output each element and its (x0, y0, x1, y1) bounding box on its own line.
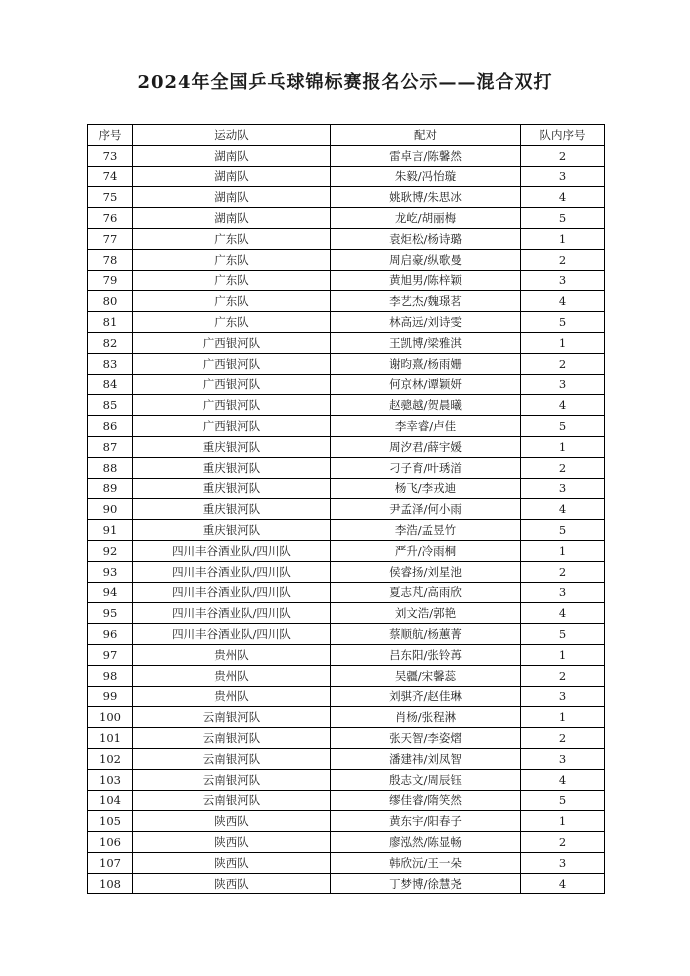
pair-cell: 黄东宇/阳春子 (331, 811, 521, 832)
team-number-cell: 2 (521, 728, 605, 749)
team-cell: 云南银河队 (133, 748, 331, 769)
team-number-cell: 2 (521, 457, 605, 478)
team-number-cell: 1 (521, 707, 605, 728)
pair-cell: 杨飞/李戎迪 (331, 478, 521, 499)
table-row (88, 665, 605, 686)
team-cell: 广西银河队 (133, 353, 331, 374)
team-cell: 广东队 (133, 228, 331, 249)
team-cell: 重庆银河队 (133, 499, 331, 520)
row-number-cell: 89 (88, 478, 133, 499)
team-number-cell: 2 (521, 145, 605, 166)
table-row (88, 416, 605, 437)
pair-cell: 丁梦博/徐慧尧 (331, 873, 521, 894)
pair-cell: 刁子育/叶琇渞 (331, 457, 521, 478)
team-cell: 湖南队 (133, 187, 331, 208)
row-number-cell: 94 (88, 582, 133, 603)
team-cell: 陕西队 (133, 832, 331, 853)
team-number-cell: 1 (521, 228, 605, 249)
team-number-cell: 3 (521, 478, 605, 499)
team-cell: 贵州队 (133, 686, 331, 707)
page-title: 2024年全国乒乓球锦标赛报名公示——混合双打 (137, 72, 553, 93)
table-row (88, 790, 605, 811)
table-row (88, 353, 605, 374)
table-row (88, 811, 605, 832)
row-number-cell: 85 (88, 395, 133, 416)
pair-cell: 龙屹/胡丽梅 (331, 208, 521, 229)
team-number-cell: 4 (521, 873, 605, 894)
team-cell: 广西银河队 (133, 332, 331, 353)
team-cell: 陕西队 (133, 811, 331, 832)
team-cell: 广西银河队 (133, 374, 331, 395)
pair-cell: 夏志芃/高雨欣 (331, 582, 521, 603)
table-row (88, 291, 605, 312)
team-number-cell: 5 (521, 208, 605, 229)
table-row (88, 644, 605, 665)
row-number-cell: 96 (88, 624, 133, 645)
team-number-cell: 1 (521, 540, 605, 561)
row-number-cell: 84 (88, 374, 133, 395)
pair-cell: 黄旭男/陈梓颖 (331, 270, 521, 291)
table-row (88, 873, 605, 894)
team-cell: 四川丰谷酒业队/四川队 (133, 582, 331, 603)
row-number-cell: 79 (88, 270, 133, 291)
header-team-no: 队内序号 (521, 125, 605, 146)
pair-cell: 刘文浩/郭艳 (331, 603, 521, 624)
row-number-cell: 75 (88, 187, 133, 208)
team-number-cell: 5 (521, 790, 605, 811)
row-number-cell: 77 (88, 228, 133, 249)
pair-cell: 廖泓然/陈显畅 (331, 832, 521, 853)
row-number-cell: 87 (88, 436, 133, 457)
table-row (88, 395, 605, 416)
row-number-cell: 81 (88, 312, 133, 333)
team-number-cell: 5 (521, 624, 605, 645)
team-cell: 湖南队 (133, 208, 331, 229)
row-number-cell: 88 (88, 457, 133, 478)
team-number-cell: 2 (521, 832, 605, 853)
table-row (88, 852, 605, 873)
pair-cell: 吕东阳/张铃苒 (331, 644, 521, 665)
row-number-cell: 83 (88, 353, 133, 374)
team-number-cell: 5 (521, 416, 605, 437)
team-number-cell: 2 (521, 353, 605, 374)
row-number-cell: 76 (88, 208, 133, 229)
team-number-cell: 4 (521, 603, 605, 624)
table-row (88, 457, 605, 478)
team-number-cell: 3 (521, 270, 605, 291)
pair-cell: 严升/冷雨桐 (331, 540, 521, 561)
row-number-cell: 80 (88, 291, 133, 312)
row-number-cell: 105 (88, 811, 133, 832)
table-row (88, 270, 605, 291)
team-number-cell: 1 (521, 436, 605, 457)
team-cell: 重庆银河队 (133, 436, 331, 457)
table-row (88, 582, 605, 603)
team-number-cell: 4 (521, 769, 605, 790)
row-number-cell: 98 (88, 665, 133, 686)
table-row (88, 499, 605, 520)
pair-cell: 肖杨/张程淋 (331, 707, 521, 728)
pair-cell: 何京林/谭颖妍 (331, 374, 521, 395)
row-number-cell: 86 (88, 416, 133, 437)
team-number-cell: 2 (521, 665, 605, 686)
row-number-cell: 101 (88, 728, 133, 749)
registration-table (87, 124, 605, 894)
team-cell: 广东队 (133, 312, 331, 333)
team-cell: 贵州队 (133, 644, 331, 665)
team-cell: 广西银河队 (133, 395, 331, 416)
team-number-cell: 3 (521, 374, 605, 395)
pair-cell: 王凯博/梁雅淇 (331, 332, 521, 353)
pair-cell: 潘建祎/刘凤智 (331, 748, 521, 769)
team-number-cell: 4 (521, 187, 605, 208)
row-number-cell: 103 (88, 769, 133, 790)
row-number-cell: 90 (88, 499, 133, 520)
team-cell: 重庆银河队 (133, 520, 331, 541)
team-cell: 湖南队 (133, 145, 331, 166)
table-row (88, 374, 605, 395)
pair-cell: 蔡顺航/杨蕙菁 (331, 624, 521, 645)
team-cell: 广东队 (133, 270, 331, 291)
team-cell: 云南银河队 (133, 790, 331, 811)
team-cell: 重庆银河队 (133, 478, 331, 499)
table-row (88, 624, 605, 645)
row-number-cell: 78 (88, 249, 133, 270)
pair-cell: 周启豪/纵歌曼 (331, 249, 521, 270)
table-row (88, 520, 605, 541)
pair-cell: 刘骐齐/赵佳琳 (331, 686, 521, 707)
team-number-cell: 3 (521, 166, 605, 187)
pair-cell: 张天智/李姿熠 (331, 728, 521, 749)
row-number-cell: 95 (88, 603, 133, 624)
pair-cell: 李幸睿/卢佳 (331, 416, 521, 437)
team-number-cell: 2 (521, 561, 605, 582)
team-number-cell: 1 (521, 811, 605, 832)
table-row (88, 832, 605, 853)
team-number-cell: 4 (521, 499, 605, 520)
table-row (88, 312, 605, 333)
table-row (88, 561, 605, 582)
table-row (88, 728, 605, 749)
row-number-cell: 99 (88, 686, 133, 707)
pair-cell: 尹孟泽/何小雨 (331, 499, 521, 520)
team-number-cell: 3 (521, 852, 605, 873)
row-number-cell: 97 (88, 644, 133, 665)
pair-cell: 赵骢越/贺晨曦 (331, 395, 521, 416)
table-row (88, 249, 605, 270)
row-number-cell: 73 (88, 145, 133, 166)
table-row (88, 540, 605, 561)
team-cell: 贵州队 (133, 665, 331, 686)
pair-cell: 雷卓言/陈馨然 (331, 145, 521, 166)
pair-cell: 殷志文/周辰钰 (331, 769, 521, 790)
team-number-cell: 5 (521, 312, 605, 333)
team-number-cell: 3 (521, 686, 605, 707)
team-cell: 广东队 (133, 249, 331, 270)
row-number-cell: 104 (88, 790, 133, 811)
team-number-cell: 3 (521, 748, 605, 769)
table-row (88, 208, 605, 229)
team-cell: 湖南队 (133, 166, 331, 187)
pair-cell: 姚耿博/朱思冰 (331, 187, 521, 208)
table-row (88, 748, 605, 769)
row-number-cell: 82 (88, 332, 133, 353)
team-cell: 陕西队 (133, 852, 331, 873)
team-number-cell: 5 (521, 520, 605, 541)
pair-cell: 周汐君/薛宇媛 (331, 436, 521, 457)
row-number-cell: 93 (88, 561, 133, 582)
team-number-cell: 4 (521, 395, 605, 416)
table-row (88, 166, 605, 187)
table-row (88, 228, 605, 249)
team-cell: 四川丰谷酒业队/四川队 (133, 540, 331, 561)
header-pair: 配对 (331, 125, 521, 146)
team-cell: 云南银河队 (133, 707, 331, 728)
row-number-cell: 74 (88, 166, 133, 187)
pair-cell: 侯睿扬/刘星池 (331, 561, 521, 582)
row-number-cell: 100 (88, 707, 133, 728)
table-row (88, 436, 605, 457)
header-no: 序号 (88, 125, 133, 146)
team-cell: 云南银河队 (133, 728, 331, 749)
table-row (88, 332, 605, 353)
team-cell: 四川丰谷酒业队/四川队 (133, 624, 331, 645)
team-cell: 陕西队 (133, 873, 331, 894)
pair-cell: 袁炬松/杨诗璐 (331, 228, 521, 249)
team-cell: 云南银河队 (133, 769, 331, 790)
team-cell: 广东队 (133, 291, 331, 312)
table-row (88, 707, 605, 728)
team-number-cell: 1 (521, 644, 605, 665)
table-row (88, 145, 605, 166)
registration-table-body (88, 145, 605, 894)
team-cell: 重庆银河队 (133, 457, 331, 478)
pair-cell: 韩欣沅/王一朵 (331, 852, 521, 873)
pair-cell: 李浩/孟昱竹 (331, 520, 521, 541)
team-number-cell: 2 (521, 249, 605, 270)
header-team: 运动队 (133, 125, 331, 146)
pair-cell: 林高远/刘诗雯 (331, 312, 521, 333)
pair-cell: 缪佳睿/隋笑然 (331, 790, 521, 811)
team-cell: 四川丰谷酒业队/四川队 (133, 561, 331, 582)
pair-cell: 吴疆/宋馨蕊 (331, 665, 521, 686)
table-row (88, 603, 605, 624)
pair-cell: 李艺杰/魏璟茗 (331, 291, 521, 312)
team-cell: 四川丰谷酒业队/四川队 (133, 603, 331, 624)
team-number-cell: 1 (521, 332, 605, 353)
pair-cell: 朱毅/冯怡璇 (331, 166, 521, 187)
table-row (88, 478, 605, 499)
row-number-cell: 91 (88, 520, 133, 541)
row-number-cell: 108 (88, 873, 133, 894)
table-row (88, 187, 605, 208)
row-number-cell: 102 (88, 748, 133, 769)
row-number-cell: 106 (88, 832, 133, 853)
table-row (88, 769, 605, 790)
table-header-row (88, 125, 605, 146)
team-number-cell: 4 (521, 291, 605, 312)
team-number-cell: 3 (521, 582, 605, 603)
team-cell: 广西银河队 (133, 416, 331, 437)
row-number-cell: 107 (88, 852, 133, 873)
row-number-cell: 92 (88, 540, 133, 561)
pair-cell: 谢昀熹/杨雨姗 (331, 353, 521, 374)
table-row (88, 686, 605, 707)
